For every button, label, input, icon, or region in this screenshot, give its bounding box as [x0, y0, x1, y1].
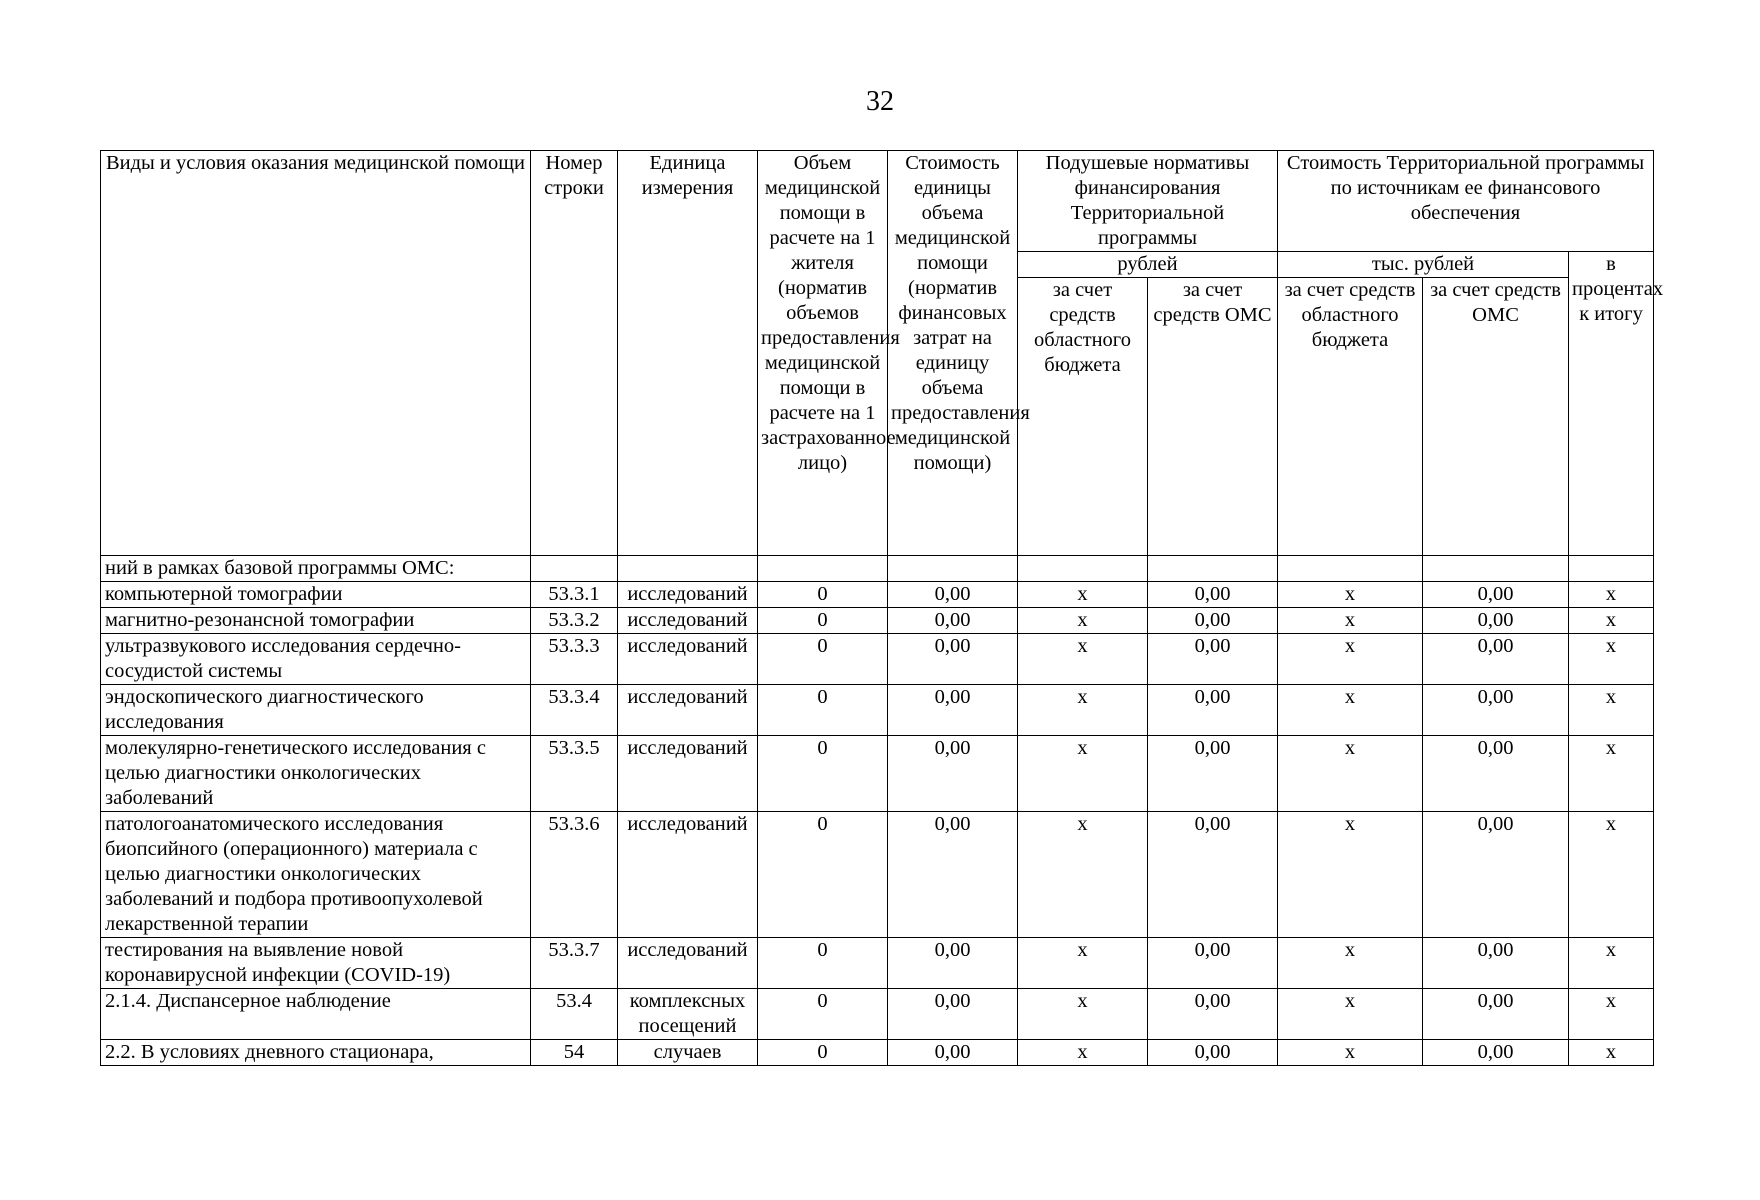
row-tp-oms: [1423, 556, 1569, 582]
row-percent: х: [1569, 938, 1654, 989]
row-pc-oms: 0,00: [1148, 1040, 1278, 1066]
row-number: 53.3.5: [531, 736, 618, 812]
row-volume: 0: [758, 1040, 888, 1066]
row-pc-oms: 0,00: [1148, 685, 1278, 736]
header-percent: [1569, 252, 1664, 556]
row-number: 53.3.6: [531, 812, 618, 938]
row-name: компьютерной томографии: [101, 582, 531, 608]
header-pc-oms: за счет средств ОМС: [1148, 278, 1278, 556]
table-row: [101, 736, 1654, 812]
row-cost: 0,00: [888, 938, 1018, 989]
row-cost: 0,00: [888, 685, 1018, 736]
header-program-cost-unit: тыс. рублей: [1278, 252, 1569, 278]
row-cost: 0,00: [888, 736, 1018, 812]
financing-table: [100, 150, 1664, 1066]
row-cost: 0,00: [888, 1040, 1018, 1066]
row-unit: исследований: [618, 736, 758, 812]
row-number: 53.3.1: [531, 582, 618, 608]
row-name: ний в рамках базовой программы ОМС:: [101, 556, 531, 582]
row-tp-budget: х: [1278, 608, 1423, 634]
row-percent: х: [1569, 812, 1654, 938]
row-pc-budget: х: [1018, 608, 1148, 634]
row-volume: 0: [758, 938, 888, 989]
row-cost: 0,00: [888, 989, 1018, 1040]
row-tp-budget: х: [1278, 1040, 1423, 1066]
header-per-capita: Подушевые нормативы финансирования Территориальной программы: [1018, 151, 1278, 252]
row-pc-oms: 0,00: [1148, 736, 1278, 812]
row-tp-budget: х: [1278, 938, 1423, 989]
table-row: [101, 989, 1654, 1040]
row-pc-oms: 0,00: [1148, 989, 1278, 1040]
row-number: 53.3.2: [531, 608, 618, 634]
header-cost: Стоимость единицы объема медицинской помощи (норматив финансовых затрат на единицу объема предоставления медицинской помощи): [888, 151, 1018, 556]
row-percent: х: [1569, 582, 1654, 608]
header-tp-oms: за счет средств ОМС: [1423, 278, 1569, 556]
row-tp-budget: х: [1278, 634, 1423, 685]
row-unit: исследований: [618, 685, 758, 736]
row-number: 53.3.3: [531, 634, 618, 685]
row-volume: 0: [758, 608, 888, 634]
table-row: [101, 608, 1654, 634]
row-number: 53.4: [531, 989, 618, 1040]
row-tp-oms: 0,00: [1423, 685, 1569, 736]
row-tp-oms: 0,00: [1423, 989, 1569, 1040]
row-pc-budget: [1018, 556, 1148, 582]
row-percent: х: [1569, 989, 1654, 1040]
row-pc-budget: х: [1018, 989, 1148, 1040]
row-cost: 0,00: [888, 634, 1018, 685]
row-pc-oms: 0,00: [1148, 634, 1278, 685]
row-volume: 0: [758, 634, 888, 685]
table-body: [101, 556, 1654, 1066]
row-name: тестирования на выявление новой коронавирусной инфекции (COVID-19): [101, 938, 531, 989]
row-percent: х: [1569, 736, 1654, 812]
row-name: 2.1.4. Диспансерное наблюдение: [101, 989, 531, 1040]
row-percent: х: [1569, 685, 1654, 736]
page-number: 32: [866, 86, 894, 117]
row-unit: исследований: [618, 938, 758, 989]
row-unit: случаев: [618, 1040, 758, 1066]
header-percent-top: в: [1606, 253, 1616, 275]
row-tp-oms: 0,00: [1423, 736, 1569, 812]
row-tp-oms: 0,00: [1423, 938, 1569, 989]
row-percent: х: [1569, 608, 1654, 634]
row-tp-budget: [1278, 556, 1423, 582]
table-row: [101, 812, 1654, 938]
header-tp-budget: за счет средств областного бюджета: [1278, 278, 1423, 556]
row-tp-oms: 0,00: [1423, 1040, 1569, 1066]
header-pc-budget: за счет средств областного бюджета: [1018, 278, 1148, 556]
header-percent-label: процентах к итогу: [1572, 278, 1664, 325]
row-tp-oms: 0,00: [1423, 608, 1569, 634]
row-pc-budget: х: [1018, 812, 1148, 938]
row-tp-budget: х: [1278, 582, 1423, 608]
table-row: [101, 938, 1654, 989]
row-cost: [888, 556, 1018, 582]
row-pc-budget: х: [1018, 1040, 1148, 1066]
row-pc-budget: х: [1018, 938, 1148, 989]
row-pc-budget: х: [1018, 736, 1148, 812]
row-pc-oms: 0,00: [1148, 582, 1278, 608]
row-pc-oms: [1148, 556, 1278, 582]
row-unit: исследований: [618, 812, 758, 938]
row-unit: [618, 556, 758, 582]
row-name: эндоскопического диагностического исследования: [101, 685, 531, 736]
row-name: ультразвукового исследования сердечно-сосудистой системы: [101, 634, 531, 685]
table-row: [101, 582, 1654, 608]
row-volume: [758, 556, 888, 582]
row-tp-oms: 0,00: [1423, 634, 1569, 685]
row-name: магнитно-резонансной томографии: [101, 608, 531, 634]
row-name: патологоанатомического исследования биопсийного (операционного) материала с целью диагностики онкологических заболеваний и подбора противоопухолевой лекарственной терапии: [101, 812, 531, 938]
header-unit: Единица измерения: [618, 151, 758, 556]
row-pc-budget: х: [1018, 634, 1148, 685]
row-cost: 0,00: [888, 582, 1018, 608]
row-name: 2.2. В условиях дневного стационара,: [101, 1040, 531, 1066]
row-volume: 0: [758, 812, 888, 938]
row-pc-oms: 0,00: [1148, 938, 1278, 989]
row-pc-budget: х: [1018, 582, 1148, 608]
header-volume: Объем медицинской помощи в расчете на 1 жителя (норматив объемов предоставления медицинской помощи в расчете на 1 застрахованное лицо): [758, 151, 888, 556]
header-row-number: Номер строки: [531, 151, 618, 556]
row-tp-budget: х: [1278, 736, 1423, 812]
row-tp-budget: х: [1278, 685, 1423, 736]
row-tp-oms: 0,00: [1423, 582, 1569, 608]
table-row: [101, 634, 1654, 685]
header-program-cost: Стоимость Территориальной программы по источникам ее финансового обеспечения: [1278, 151, 1654, 252]
row-percent: х: [1569, 634, 1654, 685]
row-name: молекулярно-генетического исследования с целью диагностики онкологических заболеваний: [101, 736, 531, 812]
row-number: 53.3.4: [531, 685, 618, 736]
row-pc-budget: х: [1018, 685, 1148, 736]
row-percent: [1569, 556, 1654, 582]
row-tp-budget: х: [1278, 989, 1423, 1040]
row-volume: 0: [758, 989, 888, 1040]
row-cost: 0,00: [888, 608, 1018, 634]
row-unit: исследований: [618, 582, 758, 608]
row-tp-budget: х: [1278, 812, 1423, 938]
row-tp-oms: 0,00: [1423, 812, 1569, 938]
row-unit: исследований: [618, 608, 758, 634]
row-volume: 0: [758, 582, 888, 608]
row-pc-oms: 0,00: [1148, 812, 1278, 938]
row-unit: комплексных посещений: [618, 989, 758, 1040]
header-per-capita-unit: рублей: [1018, 252, 1278, 278]
row-percent: х: [1569, 1040, 1654, 1066]
header-kind: Виды и условия оказания медицинской помощи: [101, 151, 531, 556]
row-number: [531, 556, 618, 582]
row-volume: 0: [758, 736, 888, 812]
row-number: 54: [531, 1040, 618, 1066]
row-number: 53.3.7: [531, 938, 618, 989]
table-row: [101, 556, 1654, 582]
table-row: [101, 685, 1654, 736]
row-volume: 0: [758, 685, 888, 736]
table-row: [101, 1040, 1654, 1066]
row-pc-oms: 0,00: [1148, 608, 1278, 634]
row-cost: 0,00: [888, 812, 1018, 938]
row-unit: исследований: [618, 634, 758, 685]
